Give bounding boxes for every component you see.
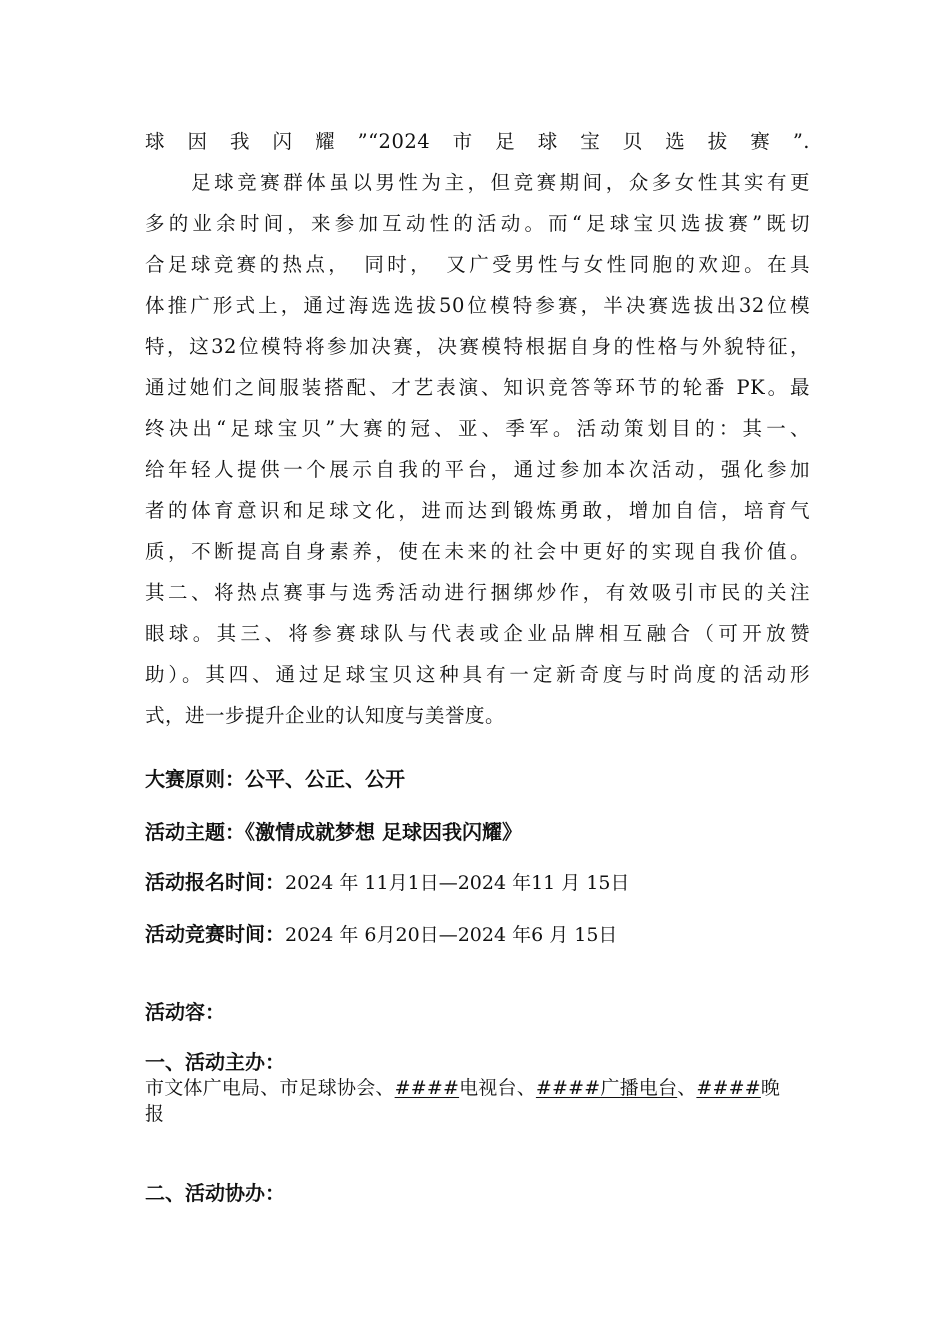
paragraph-line: 球因我闪耀”“2024市足球宝贝选拔赛”. [145, 130, 810, 153]
competition-value: 2024 年 6月20日—2024 年6 月 15日 [285, 924, 618, 946]
competition-label: 活动竞赛时间： [145, 922, 285, 946]
principle-heading: 大赛原则：公平、公正、公开 [145, 767, 405, 791]
organizer-list [145, 1075, 780, 1101]
paragraph-line: 合足球竞赛的热点， 同时， 又广受男性与女性同胞的欢迎。在具 [145, 253, 810, 276]
paragraph-line: 终决出“足球宝贝”大赛的冠、亚、季军。活动策划目的：其一、 [145, 417, 810, 440]
organizer-text: ####广播电台 [535, 1077, 678, 1099]
content-heading: 活动容： [145, 1000, 225, 1024]
registration-time [145, 866, 630, 899]
paragraph-line: 体推广形式上，通过海选选拔50位模特参赛，半决赛选拔出32位模 [145, 294, 810, 317]
paragraph-line: 质，不断提高自身素养，使在未来的社会中更好的实现自我价值。 [145, 540, 810, 563]
paragraph-line: 多的业余时间，来参加互动性的活动。而“足球宝贝选拔赛”既切 [145, 212, 810, 235]
registration-label: 活动报名时间： [145, 870, 285, 894]
organizer-text: 晚 [760, 1077, 781, 1099]
theme-heading: 活动主题：《激情成就梦想 足球因我闪耀》 [145, 820, 522, 844]
paragraph-line: 其二、将热点赛事与选秀活动进行捆绑炒作，有效吸引市民的关注 [145, 581, 810, 604]
co-organizer-heading: 二、活动协办： [145, 1181, 285, 1205]
organizer-text: 市文体广电局、市足球协会、 [145, 1077, 395, 1099]
organizer-text: 电视台、 [459, 1077, 536, 1099]
paragraph-line: 足球竞赛群体虽以男性为主，但竞赛期间，众多女性其实有更 [145, 171, 810, 194]
organizer-text: 、 [677, 1077, 697, 1099]
organizer-text: #### [394, 1077, 460, 1099]
paragraph-line: 者的体育意识和足球文化，进而达到锻炼勇敢，增加自信，培育气 [145, 499, 810, 522]
paragraph-line: 式，进一步提升企业的认知度与美誉度。 [145, 704, 506, 727]
paragraph-line: 通过她们之间服装搭配、才艺表演、知识竞答等环节的轮番 PK。最 [145, 376, 810, 399]
organizer-text: #### [696, 1077, 761, 1099]
paragraph-line: 特，这32位模特将参加决赛，决赛模特根据自身的性格与外貌特征， [145, 335, 810, 358]
registration-value: 2024 年 11月1日—2024 年11 月 15日 [285, 872, 630, 894]
paragraph-line: 给年轻人提供一个展示自我的平台，通过参加本次活动，强化参加 [145, 458, 810, 481]
organizer-heading: 一、活动主办： [145, 1050, 285, 1074]
competition-time [145, 918, 617, 951]
paragraph-line: 助）。其四、通过足球宝贝这种具有一定新奇度与时尚度的活动形 [145, 663, 810, 686]
paragraph-line: 眼球。其三、将参赛球队与代表或企业品牌相互融合（可开放赞 [145, 622, 810, 645]
organizer-list-continued: 报 [145, 1103, 165, 1125]
